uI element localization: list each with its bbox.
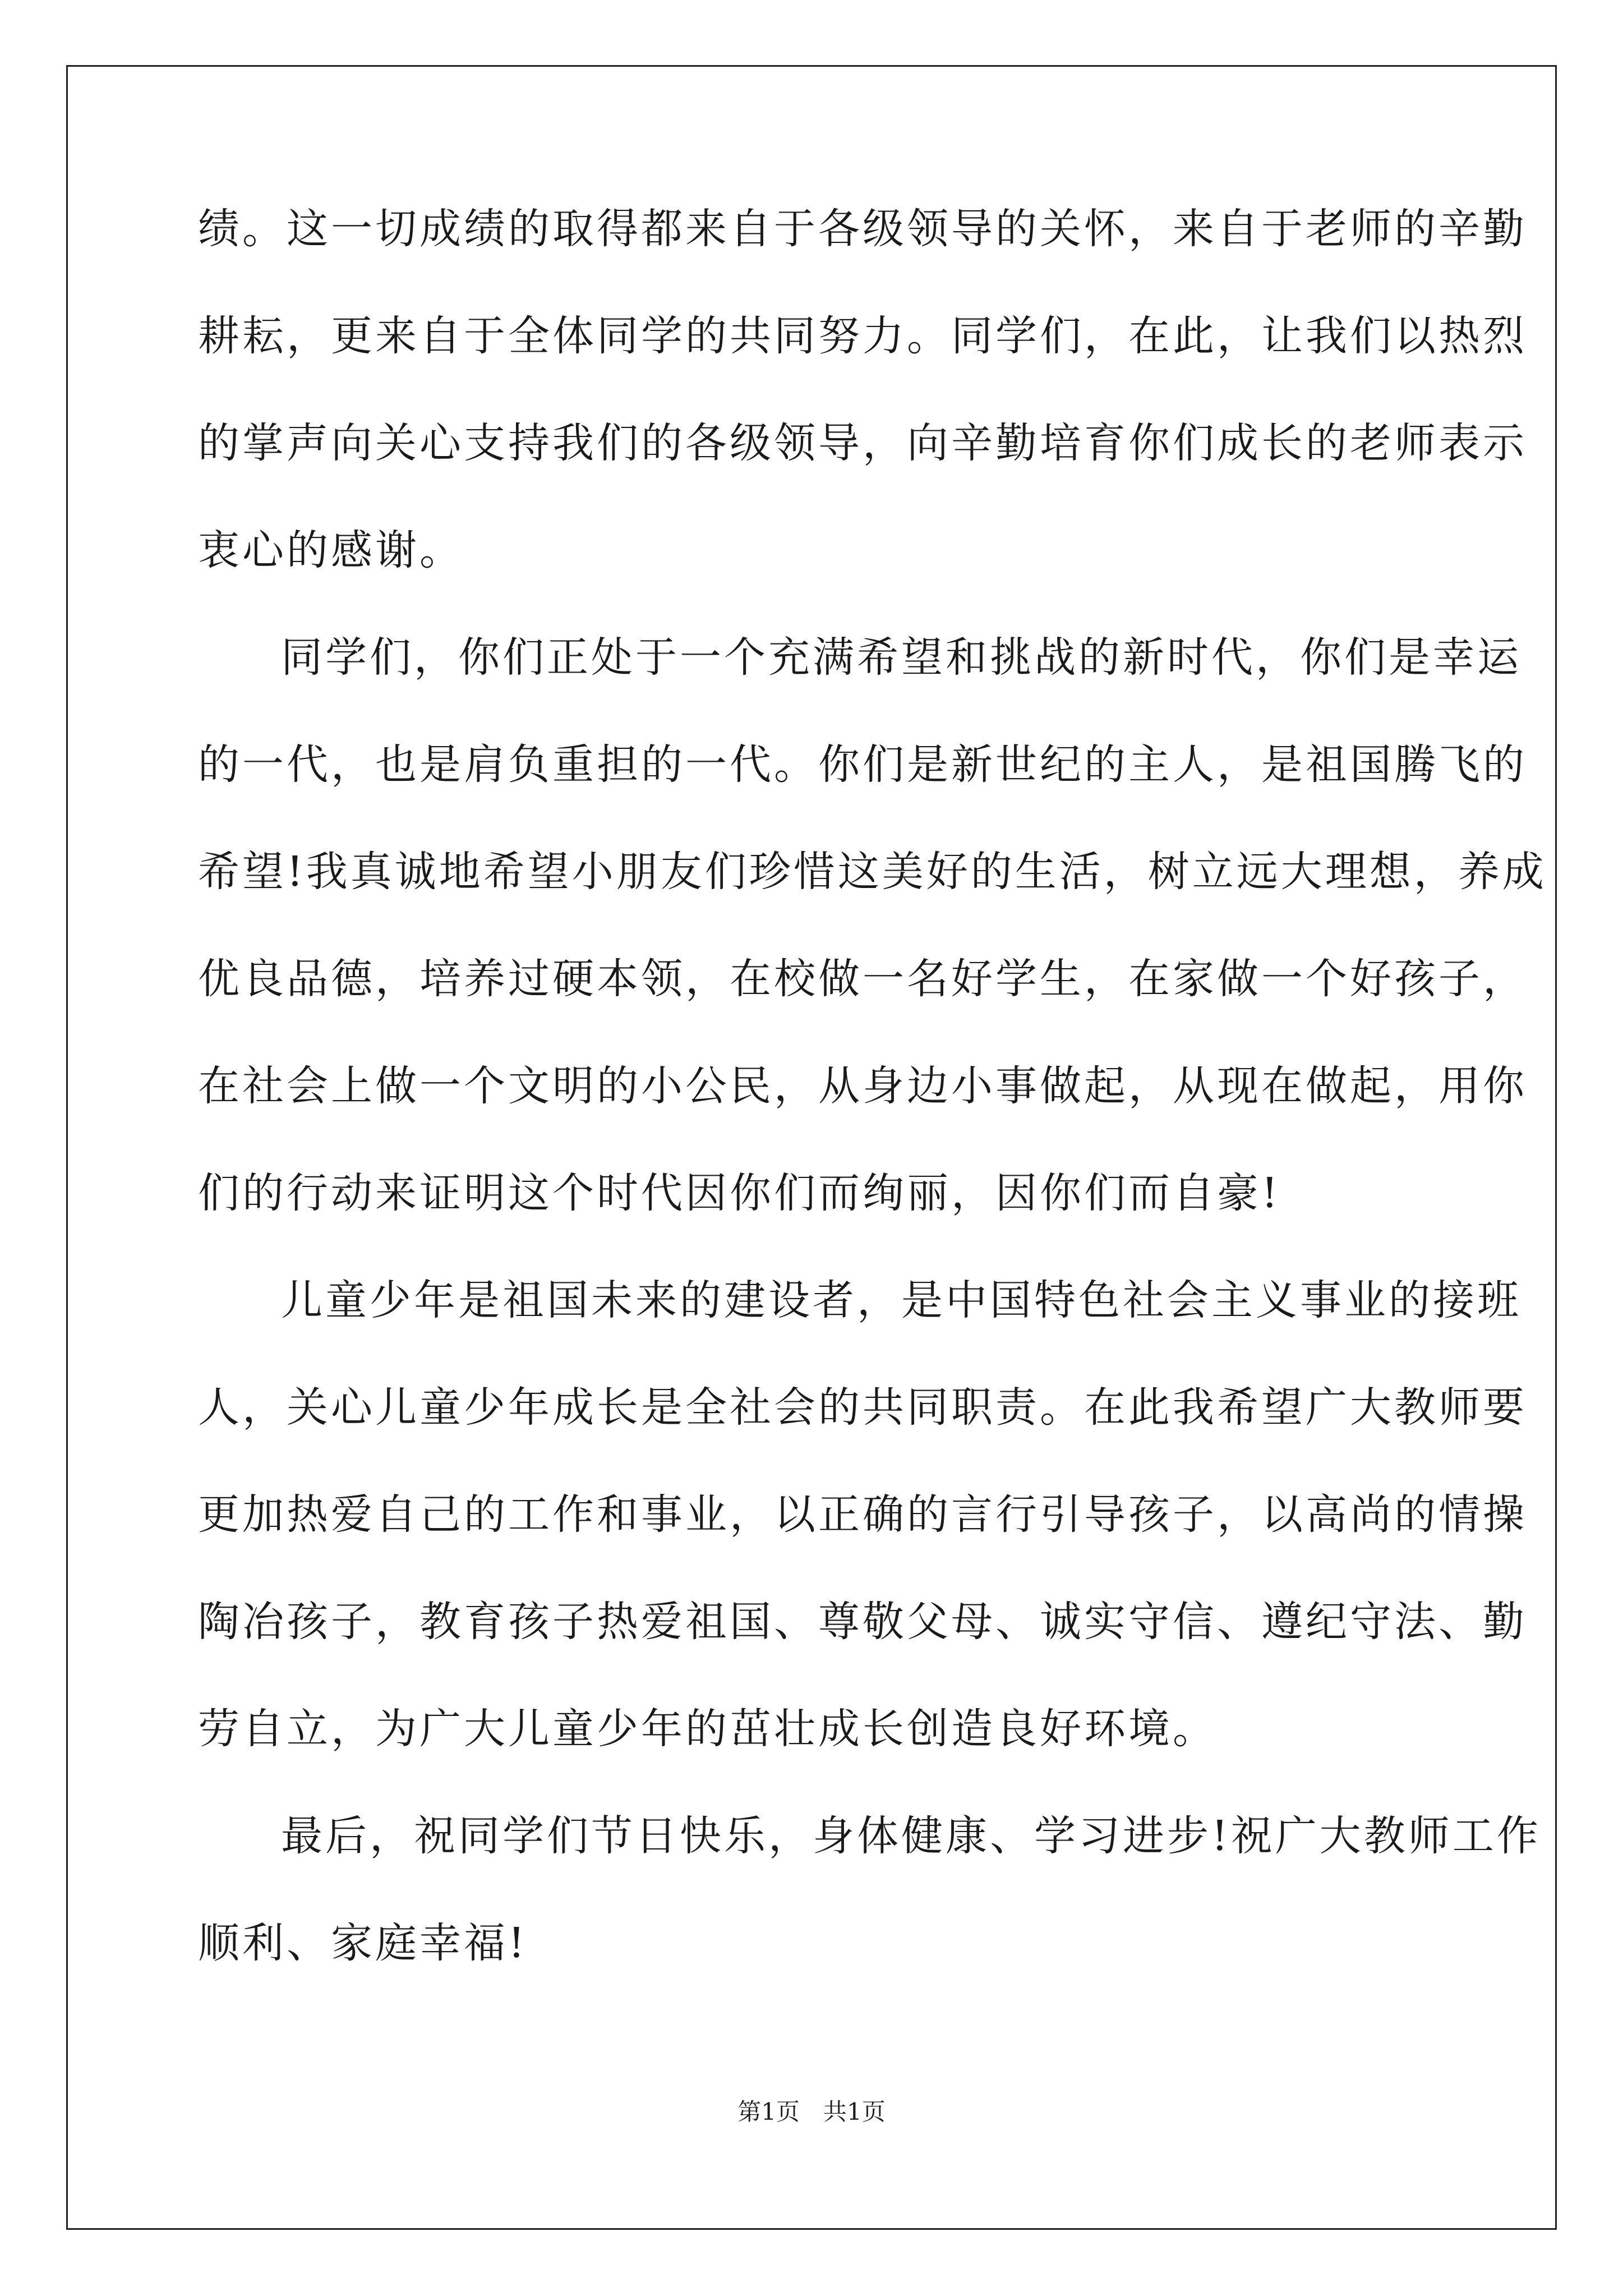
text-line: 优良品德，培养过硬本领，在校做一名好学生，在家做一个好孩子， — [198, 955, 1527, 1003]
page-border — [66, 65, 1557, 2230]
text-line: 顺利、家庭幸福! — [198, 1919, 528, 1967]
text-line: 更加热爱自己的工作和事业，以正确的言行引导孩子，以高尚的情操 — [198, 1490, 1527, 1539]
text-line: 最后，祝同学们节日快乐，身体健康、学习进步!祝广大教师工作 — [281, 1812, 1541, 1860]
text-line: 儿童少年是祖国未来的建设者，是中国特色社会主义事业的接班 — [281, 1276, 1521, 1324]
text-line: 的一代，也是肩负重担的一代。你们是新世纪的主人，是祖国腾飞的 — [198, 740, 1527, 789]
text-line: 人，关心儿童少年成长是全社会的共同职责。在此我希望广大教师要 — [198, 1383, 1527, 1432]
text-line: 衷心的感谢。 — [198, 526, 464, 574]
text-line: 陶冶孩子，教育孩子热爱祖国、尊敬父母、诚实守信、遵纪守法、勤 — [198, 1598, 1527, 1646]
text-line: 的掌声向关心支持我们的各级领导，向辛勤培育你们成长的老师表示 — [198, 419, 1527, 467]
text-line: 绩。这一切成绩的取得都来自于各级领导的关怀，来自于老师的辛勤 — [198, 205, 1527, 253]
text-line: 在社会上做一个文明的小公民，从身边小事做起，从现在做起，用你 — [198, 1062, 1527, 1110]
text-line: 希望!我真诚地希望小朋友们珍惜这美好的生活，树立远大理想，养成 — [198, 848, 1547, 896]
text-line: 们的行动来证明这个时代因你们而绚丽，因你们而自豪! — [198, 1169, 1281, 1217]
text-line: 同学们，你们正处于一个充满希望和挑战的新时代，你们是幸运 — [281, 633, 1521, 682]
text-line: 耕耘，更来自于全体同学的共同努力。同学们，在此，让我们以热烈 — [198, 312, 1527, 360]
page-number: 第1页 共1页 — [737, 2098, 886, 2125]
text-line: 劳自立，为广大儿童少年的茁壮成长创造良好环境。 — [198, 1705, 1217, 1753]
